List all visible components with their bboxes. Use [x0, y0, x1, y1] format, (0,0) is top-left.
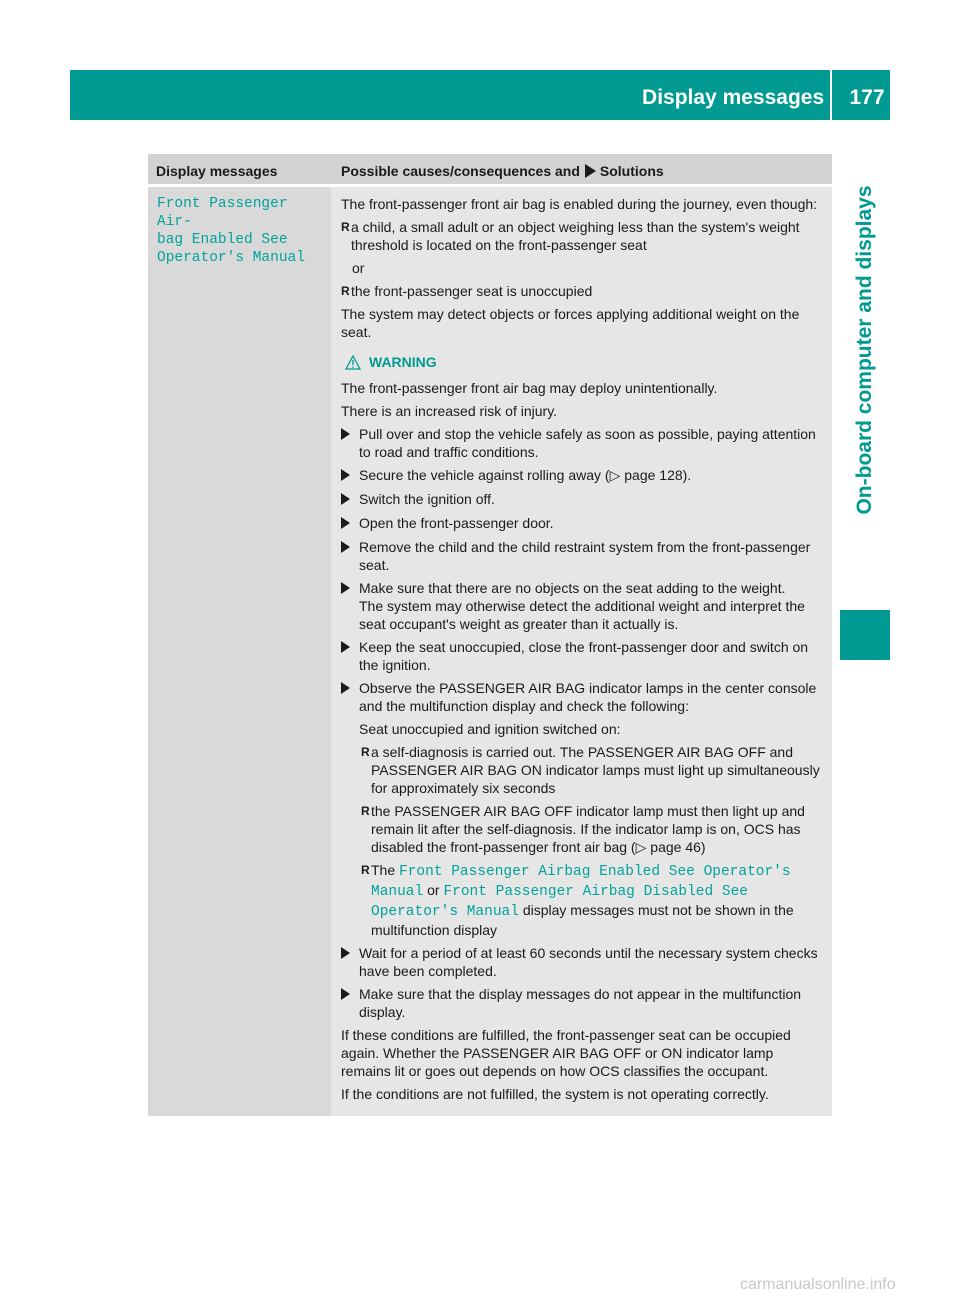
- step-arrow-icon: [341, 682, 350, 694]
- list-item: R a self-diagnosis is carried out. The PASSENGER AIR BAG OFF and PASSENGER AIR BAG ON indicator lamps must light up simultaneously for approximately six seconds: [361, 744, 820, 796]
- watermark: carmanualsonline.info: [740, 1276, 896, 1293]
- step-arrow-icon: [341, 541, 350, 553]
- warning-heading: WARNING: [345, 353, 827, 371]
- warning-icon: [345, 355, 361, 370]
- step-item: Secure the vehicle against rolling away (▷ page 128).: [341, 466, 827, 485]
- warning-text-1: The front-passenger front air bag may deploy unintentionally.: [341, 380, 718, 396]
- step-arrow-icon: [341, 428, 350, 440]
- intro-text: The front-passenger front air bag is enabled during the journey, even though:: [341, 196, 818, 212]
- list-item: R the PASSENGER AIR BAG OFF indicator lamp must then light up and remain lit after the self-diagnosis. If the indicator lamp is on, OCS has disabled the front-passenger front air bag (▷ page 46): [361, 803, 805, 855]
- step-item: Make sure that there are no objects on the seat adding to the weight. The system may otherwise detect the additional weight and interpret the seat occupant's weight as greater than it actually is.: [341, 579, 827, 633]
- arrow-icon: [585, 164, 596, 178]
- solutions-cell: [333, 187, 832, 1116]
- page-header: [590, 86, 890, 116]
- side-tab: [840, 120, 890, 600]
- list-item: R the front-passenger seat is unoccupied: [341, 283, 593, 299]
- step-item: Make sure that the display messages do not appear in the multifunction display.: [341, 985, 827, 1021]
- detect-text: The system may detect objects or forces applying additional weight on the seat.: [341, 306, 800, 340]
- table-row: [148, 184, 832, 1116]
- seat-condition: Seat unoccupied and ignition switched on:: [359, 721, 621, 737]
- step-arrow-icon: [341, 517, 350, 529]
- section-title: Display messages: [642, 86, 825, 109]
- list-item: R a child, a small adult or an object weighing less than the system's weight threshold is located on the front-passenger seat: [341, 219, 800, 253]
- step-arrow-icon: [341, 641, 350, 653]
- display-messages-table: [148, 154, 832, 1116]
- not-fulfilled-text: If the conditions are not fulfilled, the system is not operating correctly.: [341, 1086, 769, 1102]
- col-header-causes: Possible causes/consequences and Solutions: [341, 163, 664, 179]
- step-arrow-icon: [341, 947, 350, 959]
- step-item: Pull over and stop the vehicle safely as soon as possible, paying attention to road and traffic conditions.: [341, 425, 827, 461]
- step-arrow-icon: [341, 988, 350, 1000]
- or-text: or: [352, 260, 365, 276]
- page-ref-icon: ▷: [635, 839, 647, 855]
- step-arrow-icon: [341, 493, 350, 505]
- message-cell: [148, 187, 331, 1116]
- step-item: Switch the ignition off.: [341, 490, 827, 509]
- step-item: Open the front-passenger door.: [341, 514, 827, 533]
- step-item: Remove the child and the child restraint system from the front-passenger seat.: [341, 538, 827, 574]
- side-marker: [840, 610, 890, 660]
- table-header: [148, 154, 832, 184]
- page-ref-icon: ▷: [609, 467, 621, 483]
- message-line-2: bag Enabled See: [157, 232, 288, 248]
- list-item: R The Front Passenger Airbag Enabled See Operator's Manual or Front Passenger Airbag Disabled See Operator's Manual display messages must not be shown in the multifunction display: [361, 862, 794, 938]
- message-line-1: Front Passenger Air‐: [157, 196, 288, 230]
- step-arrow-icon: [341, 469, 350, 481]
- header-divider: [830, 70, 832, 120]
- fulfilled-text: If these conditions are fulfilled, the front-passenger seat can be occupied again. Whether the PASSENGER AIR BAG OFF or ON indicator lamp remains lit or goes out depends on how OCS classifies the occupant.: [341, 1027, 791, 1079]
- warning-text-2: There is an increased risk of injury.: [341, 403, 558, 419]
- step-item: Observe the PASSENGER AIR BAG indicator lamps in the center console and the multifunction display and check the following:: [341, 679, 827, 715]
- page-number: 177: [849, 86, 885, 109]
- step-item: Wait for a period of at least 60 seconds until the necessary system checks have been completed.: [341, 944, 827, 980]
- message-line-3: Operator's Manual: [157, 250, 305, 266]
- step-item: Keep the seat unoccupied, close the front-passenger door and switch on the ignition.: [341, 638, 827, 674]
- side-tab-label: On-board computer and displays: [853, 185, 876, 515]
- step-arrow-icon: [341, 582, 350, 594]
- col-header-messages: Display messages: [156, 163, 278, 179]
